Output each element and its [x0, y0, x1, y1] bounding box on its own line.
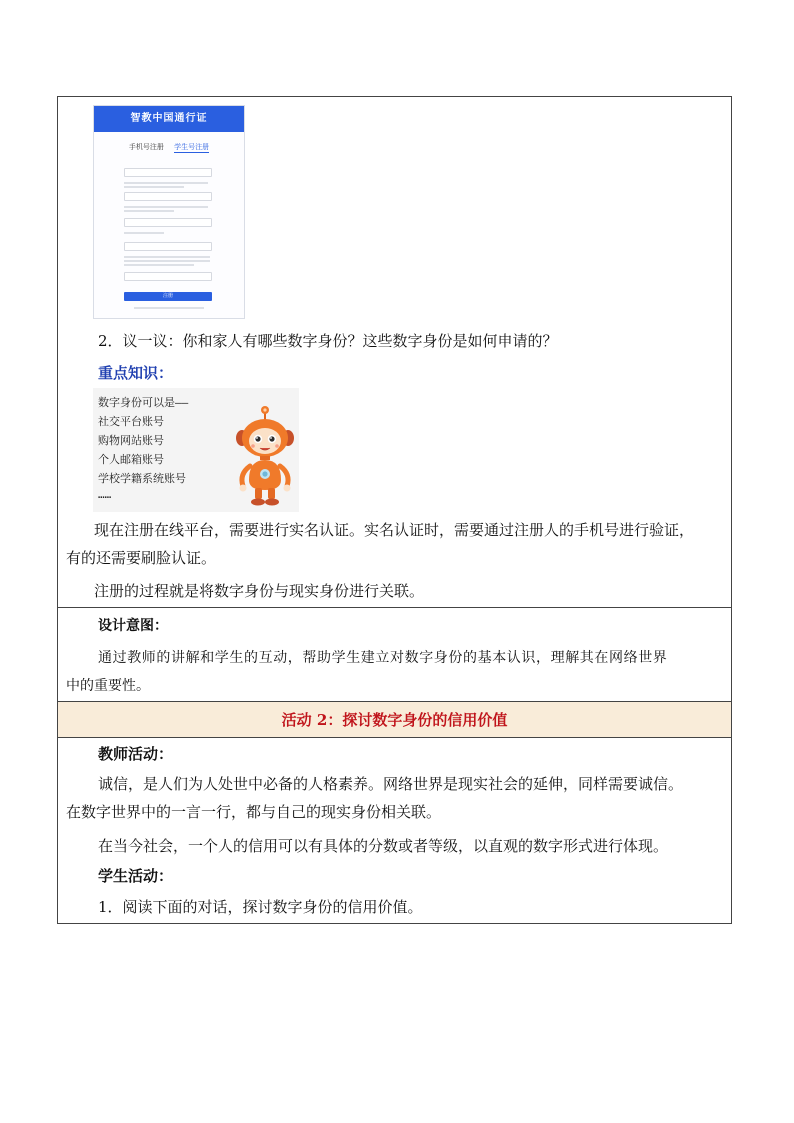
phone-field	[124, 192, 212, 201]
activity-content-cell	[58, 97, 731, 607]
hint-line	[124, 232, 164, 234]
knowledge-line: 数字身份可以是——	[98, 396, 189, 409]
hint-line	[124, 264, 194, 266]
student-task-1: 1．阅读下面的对话，探讨数字身份的信用价值。	[98, 898, 423, 916]
hint-line	[124, 260, 210, 262]
lesson-table	[57, 96, 732, 924]
registration-tabs	[94, 142, 244, 153]
design-intent-line1: 通过教师的讲解和学生的互动，帮助学生建立对数字身份的基本认识，理解其在网络世界	[98, 650, 668, 666]
knowledge-line: 购物网站账号	[98, 434, 164, 447]
teacher-activity-cell	[58, 737, 731, 923]
knowledge-line: 个人邮箱账号	[98, 453, 164, 466]
realname-paragraph-line1: 现在注册在线平台，需要进行实名认证。实名认证时，需要通过注册人的手机号进行验证，	[94, 521, 695, 539]
honesty-paragraph-line2: 在数字世界中的一言一行，都与自己的现实身份相关联。	[66, 803, 442, 821]
registration-title: 智教中国通行证	[94, 106, 244, 132]
key-knowledge-heading: 重点知识：	[98, 364, 174, 382]
hint-line	[124, 182, 208, 184]
knowledge-line: 学校学籍系统账号	[98, 472, 186, 485]
register-button: 注册	[124, 292, 212, 301]
knowledge-line: ……	[98, 488, 112, 501]
design-intent-heading: 设计意图：	[98, 618, 168, 634]
activity-title: 活动 2：探讨数字身份的信用价值	[281, 711, 508, 729]
agreement-line	[134, 307, 204, 309]
honesty-paragraph-line1: 诚信，是人们为人处世中必备的人格素养。网络世界是现实社会的延伸，同样需要诚信。	[98, 775, 684, 793]
confirm-password-field	[124, 272, 212, 281]
hint-line	[124, 186, 184, 188]
design-intent-line2: 中的重要性。	[66, 678, 150, 694]
code-field	[124, 218, 212, 227]
name-field	[124, 168, 212, 177]
hint-line	[124, 206, 208, 208]
realname-paragraph-line2: 有的还需要刷脸认证。	[66, 549, 217, 567]
question-2: 2．议一议：你和家人有哪些数字身份？这些数字身份是如何申请的？	[98, 332, 558, 350]
registration-screenshot	[93, 105, 245, 319]
hint-line	[124, 256, 210, 258]
robot-mascot-icon	[233, 402, 297, 508]
hint-line	[124, 210, 174, 212]
teacher-activity-heading: 教师活动：	[98, 745, 174, 763]
activity-title-cell	[58, 701, 731, 737]
credit-paragraph: 在当今社会，一个人的信用可以有具体的分数或者等级，以直观的数字形式进行体现。	[98, 837, 669, 855]
tab-student-register: 学生号注册	[174, 143, 210, 151]
design-intent-cell	[58, 607, 731, 701]
knowledge-image	[93, 388, 299, 512]
knowledge-line: 社交平台账号	[98, 415, 164, 428]
student-activity-heading: 学生活动：	[98, 867, 174, 885]
tab-phone-register: 手机号注册	[128, 143, 164, 151]
password-field	[124, 242, 212, 251]
registration-association-paragraph: 注册的过程就是将数字身份与现实身份进行关联。	[94, 582, 425, 600]
